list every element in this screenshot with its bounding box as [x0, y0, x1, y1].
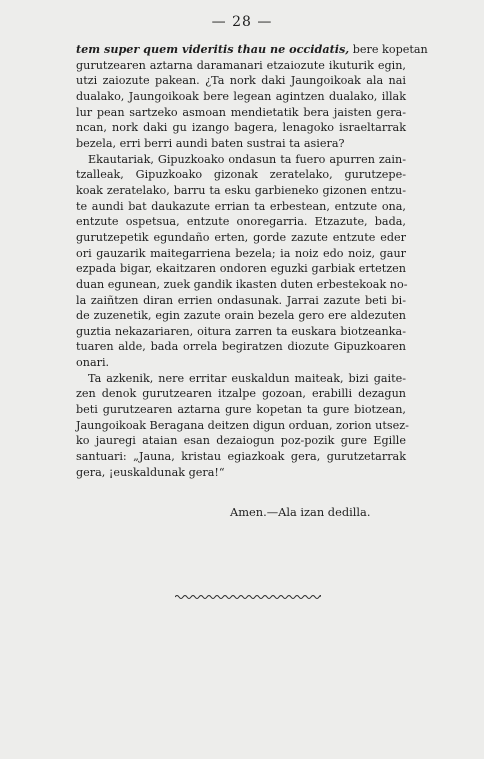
text-line [76, 42, 428, 58]
closing-line: Amen.—Ala izan dedilla. [230, 505, 371, 519]
text-line: gera, ¡euskaldunak gera!“ [76, 465, 225, 479]
text-line: santuari: „Jauna, kristau egiazkoak gera, gurutzetarrak [76, 450, 406, 464]
paragraph-2 [76, 152, 406, 371]
text-line: ezpada bigar, ekaitzaren ondoren eguzki garbiak ertetzen [76, 262, 406, 276]
latin-quote: tem super quem videritis thau ne occidatis, [76, 42, 350, 56]
page-number: — 28 — [211, 14, 273, 30]
text-line: duan egunean, zuek gandik ikasten duten erbestekoak no- [76, 277, 408, 291]
text-line: Jaungoikoak Beragana deitzen digun orduan, zorion utsez- [76, 418, 409, 432]
text-line: beti gurutzearen aztarna gure kopetan ta gure biotzean, [76, 403, 406, 417]
body-text [76, 42, 428, 480]
text-line: lur pean sartzeko asmoan mendietatik bera jaisten gera- [76, 105, 406, 119]
paragraph-3 [76, 371, 409, 481]
text-line: ncan, nork daki gu izango bagera, lenagoko israeltarrak [76, 121, 406, 135]
text-line: gurutzepetik egundaño erten, gorde zazute entzute eder [76, 230, 406, 244]
text-line: koak zeratelako, barru ta esku garbieneko gizonen entzu- [76, 183, 406, 197]
text-line: utzi zaiozute pakean. ¿Ta nork daki Jaungoikoak ala nai [76, 74, 406, 88]
paragraph-1 [76, 42, 428, 152]
text-line: tuaren alde, bada orrela begiratzen diozute Gipuzkoaren [76, 340, 406, 354]
text-line: Ta azkenik, nere erritar euskaldun maiteak, bizi gaite- [88, 371, 406, 385]
text-line: ori gauzarik maitegarriena bezela; ia noiz edo noiz, gaur [76, 246, 406, 260]
text-line: onari. [76, 356, 110, 370]
text-line: zen denok gurutzearen itzalpe gozoan, erabilli dezagun [76, 387, 406, 401]
text-line: la zaiñtzen diran errien ondasunak. Jarrai zazute beti bi- [76, 293, 406, 307]
wavy-divider-ornament [175, 593, 321, 601]
text-line: ko jauregi ataian esan dezaiogun poz-pozik gure Egille [76, 434, 406, 448]
text-line: tzalleak, Gipuzkoako gizonak zeratelako, gurutzepe- [76, 168, 406, 182]
text-line: dualako, Jaungoikoak bere legean agintzen dualako, illak [76, 89, 406, 103]
text-line: guztia nekazariaren, oitura zarren ta euskara biotzeanka- [76, 324, 406, 338]
text-span: bere kopetan [349, 43, 428, 56]
text-line: de zuzenetik, egin zazute orain bezela gero ere aldezuten [76, 309, 406, 323]
text-line: bezela, erri berri aundi baten sustrai ta asiera? [76, 136, 345, 150]
text-line: entzute ospetsua, entzute onoregarria. Etzazute, bada, [76, 215, 406, 229]
text-line: Ekautariak, Gipuzkoako ondasun ta fuero apurren zain- [88, 152, 406, 166]
text-line: te aundi bat daukazute errian ta erbestean, entzute ona, [76, 199, 406, 213]
text-line: gurutzearen aztarna daramanari etzaiozute ikuturik egin, [76, 58, 406, 72]
